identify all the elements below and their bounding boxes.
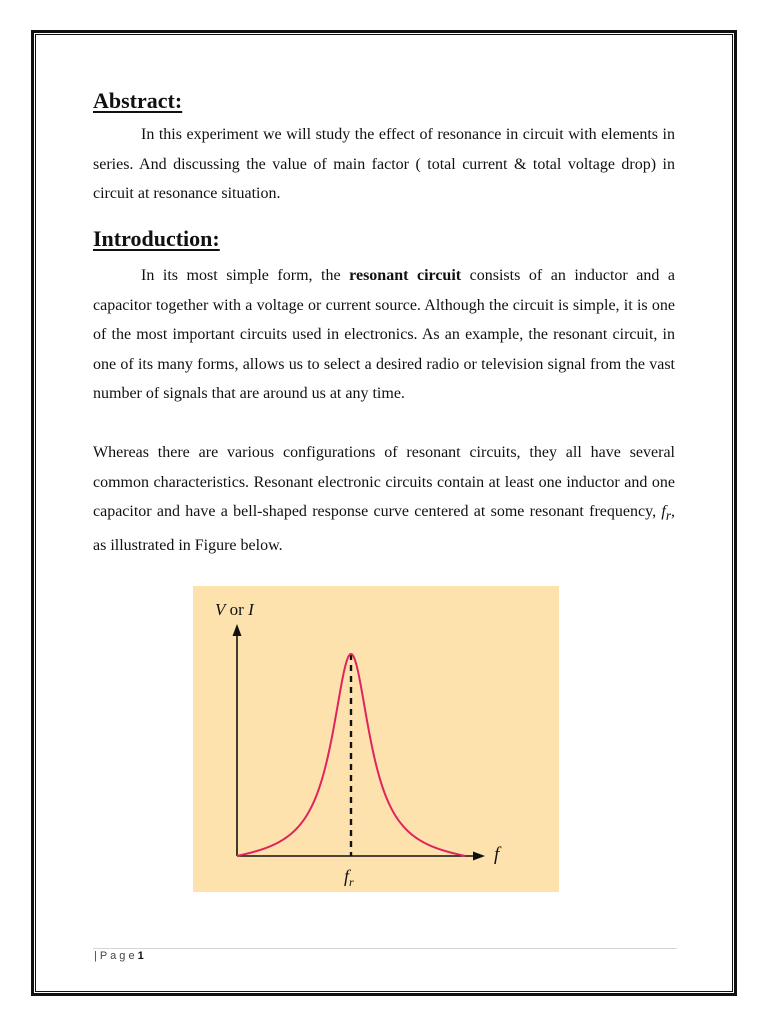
- resonant-frequency-label: [344, 866, 354, 889]
- abstract-heading: Abstract:: [93, 88, 183, 113]
- introduction-heading: Introduction:: [93, 226, 220, 251]
- resonant-frequency-subscript: r: [665, 508, 671, 524]
- page-label: | P a g e: [94, 950, 138, 962]
- resonant-circuit-term: resonant circuit: [349, 267, 462, 284]
- introduction-paragraph-1: [93, 261, 675, 409]
- intro-p1-text-end: consists of an inductor and a capacitor together with a voltage or current source. Although the circuit is simple, it is one of the most important circuits used in electronics. As an example, the resonant circuit, in one of its many forms, allows us to select a desired radio or television signal from the vast number of signals that are around us at any time.: [93, 267, 676, 402]
- intro-p2-text-start: Whereas there are various configurations of resonant circuits, they all have several common characteristics. Resonant electronic circuits contain at least one inductor and one capacitor and have a bell-shaped response curve centered at some resonant frequency,: [93, 444, 675, 520]
- y-axis-label: [215, 600, 255, 619]
- resonance-response-figure: [193, 586, 559, 892]
- y-axis-label-v: V: [215, 600, 226, 619]
- x-axis-arrowhead: [473, 852, 485, 861]
- resonant-frequency-label-f: f: [344, 866, 350, 886]
- response-curve-diagram: [193, 586, 559, 892]
- resonant-frequency-label-sub: r: [349, 875, 354, 889]
- page-number: 1: [137, 950, 144, 962]
- abstract-paragraph: In this experiment we will study the effect of resonance in circuit with elements in series. And discussing the value of main factor ( total current & total voltage drop) in circuit at resonance situation.: [93, 126, 675, 202]
- intro-p2-text-end: , as illustrated in Figure below.: [93, 503, 675, 554]
- resonant-frequency-symbol: f: [661, 503, 666, 520]
- intro-p1-text-start: In its most simple form, the: [141, 267, 350, 284]
- x-axis-label: f: [494, 844, 500, 865]
- footer-divider: [93, 948, 677, 949]
- y-axis-arrowhead: [233, 624, 242, 636]
- page-footer: [94, 950, 144, 962]
- introduction-paragraph-2: [93, 438, 675, 560]
- y-axis-label-or: or: [225, 600, 249, 619]
- y-axis-label-i: I: [248, 600, 254, 619]
